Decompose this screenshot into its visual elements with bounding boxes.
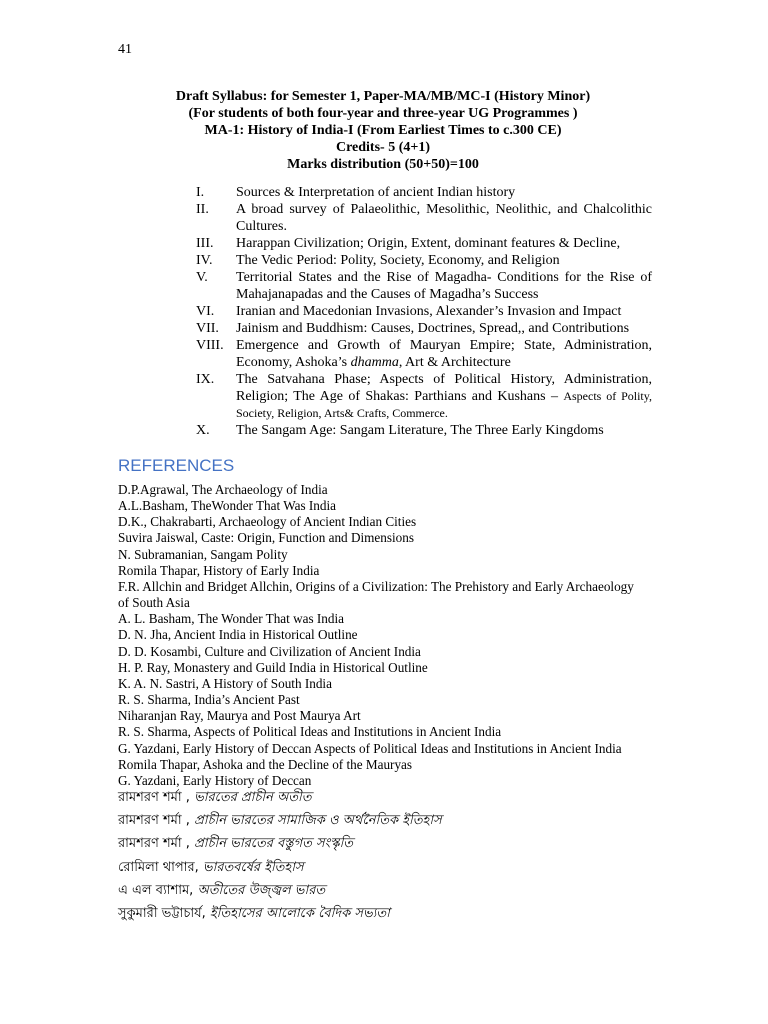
topic-item xyxy=(196,337,652,371)
topic-item xyxy=(196,422,652,439)
reference-item: R. S. Sharma, India’s Ancient Past xyxy=(118,692,300,708)
reference-title: অতীতের উজ্জ্বল ভারত xyxy=(197,882,326,898)
topic-number: II. xyxy=(196,202,209,217)
header-line-5: Marks distribution (50+50)=100 xyxy=(287,157,479,172)
bengali-reference-item xyxy=(118,902,648,925)
topic-text-emphasis: dhamma xyxy=(350,355,399,370)
topic-text: Iranian and Macedonian Invasions, Alexander’s Invasion and Impact xyxy=(236,304,622,319)
reference-item: A. L. Basham, The Wonder That was India xyxy=(118,611,345,627)
references-heading: REFERENCES xyxy=(118,456,235,475)
header-line-1: Draft Syllabus: for Semester 1, Paper-MA/MB/MC-I (History Minor) xyxy=(175,89,591,104)
reference-item: A.L.Basham, TheWonder That Was India xyxy=(118,498,336,514)
reference-title: ইতিহাসের আলোকে বৈদিক সভ্যতা xyxy=(209,906,390,922)
reference-author: রামশরণ শর্মা , xyxy=(118,813,195,829)
topic-item xyxy=(196,303,652,320)
reference-item: D.P.Agrawal, The Archaeology of India xyxy=(118,482,328,497)
bengali-reference-item xyxy=(118,879,648,902)
topic-text xyxy=(236,371,652,422)
topic-text xyxy=(236,337,652,371)
reference-item: Romila Thapar, History of Early India xyxy=(118,562,320,578)
syllabus-header xyxy=(118,88,648,173)
topic-item xyxy=(196,252,652,269)
bengali-reference-list xyxy=(118,786,648,925)
header-line-2: (For students of both four-year and three-year UG Programmes ) xyxy=(188,106,578,121)
reference-author: রামশরণ শর্মা , xyxy=(118,836,195,852)
topic-number: IV. xyxy=(196,253,213,268)
topic-number: III. xyxy=(196,236,214,251)
reference-author: এ এল ব্যাশাম, xyxy=(118,882,198,898)
page-number: 41 xyxy=(118,42,132,57)
reference-author: রামশরণ শর্মা , xyxy=(118,790,195,805)
reference-item: Suvira Jaiswal, Caste: Origin, Function and Dimensions xyxy=(118,530,414,546)
reference-item: K. A. N. Sastri, A History of South India xyxy=(118,675,332,691)
topic-text: The Sangam Age: Sangam Literature, The Three Early Kingdoms xyxy=(236,423,604,438)
reference-item: N. Subramanian, Sangam Polity xyxy=(118,546,288,562)
topic-number: X. xyxy=(196,423,210,438)
topic-number: V. xyxy=(196,270,208,285)
reference-title: ভারতের প্রাচীন অতীত xyxy=(194,790,312,805)
bengali-reference-item xyxy=(118,809,648,832)
reference-item: D. D. Kosambi, Culture and Civilization of Ancient India xyxy=(118,643,421,659)
bengali-reference-item xyxy=(118,832,648,855)
topic-number: I. xyxy=(196,185,205,200)
reference-item: Niharanjan Ray, Maurya and Post Maurya Art xyxy=(118,708,361,724)
topic-item xyxy=(196,371,652,422)
reference-item: G. Yazdani, Early History of Deccan xyxy=(118,772,312,788)
header-line-4: Credits- 5 (4+1) xyxy=(335,140,431,155)
reference-item: D. N. Jha, Ancient India in Historical Outline xyxy=(118,627,358,643)
topic-item xyxy=(196,269,652,303)
topic-text-part: , Art & Architecture xyxy=(398,355,511,370)
bengali-reference-item xyxy=(118,786,648,809)
reference-title: ভারতবর্ষের ইতিহাস xyxy=(202,859,304,875)
topic-text: Territorial States and the Rise of Magadha- Conditions for the Rise of Mahajanapadas and the Causes of Magadha’s Success xyxy=(236,270,652,302)
topic-item xyxy=(196,184,652,201)
reference-title: প্রাচীন ভারতের বস্তুগত সংস্কৃতি xyxy=(194,836,354,852)
topic-item xyxy=(196,320,652,337)
topic-number: IX. xyxy=(196,372,215,387)
reference-item: F.R. Allchin and Bridget Allchin, Origins of a Civilization: The Prehistory and Early Archaeology of South Asia xyxy=(118,578,634,611)
topic-number: VII. xyxy=(196,321,219,336)
topic-text-part: Emergence and Growth of Mauryan Empire; State, Administration, Economy, Ashoka’s xyxy=(236,338,652,370)
reference-item: G. Yazdani, Early History of Deccan Aspects of Political Ideas and Institutions in Ancient India xyxy=(118,740,622,756)
reference-item: H. P. Ray, Monastery and Guild India in Historical Outline xyxy=(118,659,428,675)
reference-title: প্রাচীন ভারতের সামাজিক ও অর্থনৈতিক ইতিহাস xyxy=(194,813,442,829)
topic-item xyxy=(196,201,652,235)
topic-text-small: Aspects of Polity, Society, Religion, Arts& Crafts, Commerce. xyxy=(236,389,652,420)
header-line-3: MA-1: History of India-I (From Earliest Times to c.300 CE) xyxy=(204,123,562,138)
topic-item xyxy=(196,235,652,252)
reference-list xyxy=(118,482,648,789)
reference-item: Romila Thapar, Ashoka and the Decline of the Mauryas xyxy=(118,756,413,772)
topic-list xyxy=(196,184,652,439)
bengali-reference-item xyxy=(118,856,648,879)
topic-text-part: The Satvahana Phase; Aspects of Political History, Administration, Religion; The Age of Shakas: Parthians and Kushans – xyxy=(236,372,652,404)
topic-text: Jainism and Buddhism: Causes, Doctrines, Spread,, and Contributions xyxy=(236,321,630,336)
topic-number: VIII. xyxy=(196,338,224,353)
topic-number: VI. xyxy=(196,304,215,319)
topic-text: Harappan Civilization; Origin, Extent, dominant features & Decline, xyxy=(236,236,621,251)
topic-text: A broad survey of Palaeolithic, Mesolithic, Neolithic, and Chalcolithic Cultures. xyxy=(236,202,652,234)
reference-author: সুকুমারী ভট্টাচার্য, xyxy=(118,906,210,922)
topic-text: Sources & Interpretation of ancient Indian history xyxy=(236,185,516,200)
reference-item: D.K., Chakrabarti, Archaeology of Ancient Indian Cities xyxy=(118,514,417,530)
reference-author: রোমিলা থাপার, xyxy=(118,859,203,875)
reference-item: R. S. Sharma, Aspects of Political Ideas and Institutions in Ancient India xyxy=(118,724,502,740)
topic-text: The Vedic Period: Polity, Society, Economy, and Religion xyxy=(236,253,560,268)
